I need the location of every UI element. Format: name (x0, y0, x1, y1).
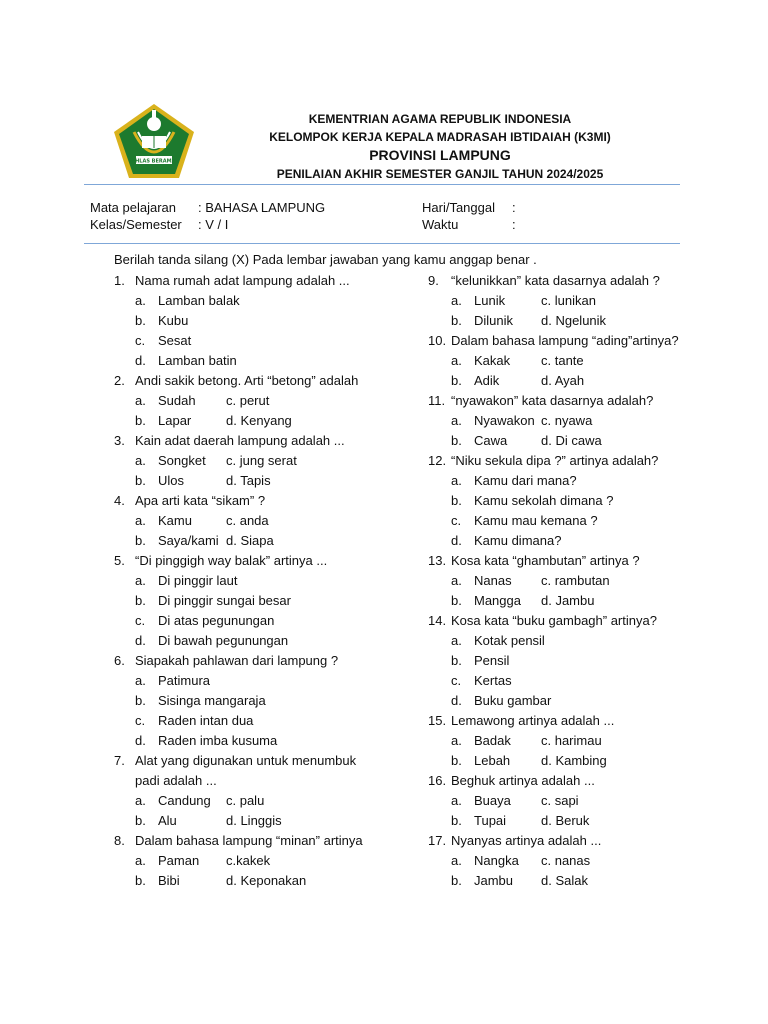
option-text: c. jung serat (226, 453, 297, 468)
option-text: d. Ayah (541, 373, 585, 388)
option-text: Jambu (474, 873, 514, 888)
question-number: 2. (114, 373, 125, 388)
option-text: Kamu dari mana? (474, 473, 577, 488)
option-letter: b. (451, 753, 462, 768)
option-letter: b. (135, 533, 146, 548)
option-text: Kamu mau kemana ? (474, 513, 598, 528)
option-text: Saya/kami (158, 533, 219, 548)
option-text: Raden intan dua (158, 713, 254, 728)
option-text: Buku gambar (474, 693, 552, 708)
option-letter: a. (451, 793, 462, 808)
option-text: Kamu sekolah dimana ? (474, 493, 614, 508)
question-number: 17. (428, 833, 447, 848)
option-text: Adik (474, 373, 500, 388)
option-text: Tupai (474, 813, 507, 828)
subject-label: Mata pelajaran (90, 200, 176, 215)
option-text: Ulos (158, 473, 185, 488)
option-letter: b. (135, 413, 146, 428)
option-letter: a. (135, 393, 146, 408)
option-letter: c. (135, 713, 146, 728)
option-text: d. Ngelunik (541, 313, 607, 328)
option-text: c. tante (541, 353, 584, 368)
header-exam: PENILAIAN AKHIR SEMESTER GANJIL TAHUN 2024/2025 (276, 167, 604, 181)
option-text: Kubu (158, 313, 189, 328)
option-letter: a. (135, 673, 146, 688)
instruction-text: Berilah tanda silang (X) Pada lembar jawaban yang kamu anggap benar . (114, 252, 537, 267)
option-text: Kotak pensil (474, 633, 545, 648)
option-letter: c. (451, 673, 462, 688)
option-letter: a. (451, 853, 462, 868)
question-text: Dalam bahasa lampung “ading”artinya? (451, 333, 679, 348)
option-text: Bibi (158, 873, 180, 888)
option-text: d. Kambing (541, 753, 607, 768)
question-text: “Di pinggigh way balak” artinya ... (135, 553, 328, 568)
option-text: Paman (158, 853, 200, 868)
option-letter: d. (451, 533, 462, 548)
question-text: Beghuk artinya adalah ... (451, 773, 595, 788)
option-text: Lamban balak (158, 293, 240, 308)
option-text: Nangka (474, 853, 519, 868)
option-text: Di atas pegunungan (158, 613, 275, 628)
option-text: Di pinggir sungai besar (158, 593, 291, 608)
option-letter: b. (135, 873, 146, 888)
option-letter: a. (135, 573, 146, 588)
option-letter: b. (451, 433, 462, 448)
option-letter: b. (135, 473, 146, 488)
option-text: Mangga (474, 593, 521, 608)
question-text-continued: padi adalah ... (135, 773, 217, 788)
option-text: Lunik (474, 293, 506, 308)
option-text: Lapar (158, 413, 192, 428)
question-number: 11. (428, 393, 446, 408)
question-number: 6. (114, 653, 125, 668)
option-text: d. Tapis (226, 473, 271, 488)
header-group: KELOMPOK KERJA KEPALA MADRASAH IBTIDAIAH (K3MI) (269, 130, 611, 144)
question-text: Kain adat daerah lampung adalah ... (135, 433, 345, 448)
option-text: Pensil (474, 653, 510, 668)
option-letter: a. (135, 793, 146, 808)
option-text: Nanas (474, 573, 512, 588)
option-text: Songket (158, 453, 206, 468)
question-number: 7. (114, 753, 125, 768)
option-text: d. Keponakan (226, 873, 307, 888)
option-text: d. Jambu (541, 593, 595, 608)
option-letter: a. (451, 633, 462, 648)
option-text: d. Beruk (541, 813, 590, 828)
option-letter: a. (451, 293, 462, 308)
option-text: Badak (474, 733, 511, 748)
question-number: 13. (428, 553, 447, 568)
svg-text:IKHLAS BERAMAL: IKHLAS BERAMAL (129, 158, 179, 165)
option-letter: d. (135, 633, 146, 648)
day-value: : (512, 200, 516, 215)
option-letter: a. (135, 293, 146, 308)
option-text: Lamban batin (158, 353, 237, 368)
option-text: c. palu (226, 793, 265, 808)
question-text: “nyawakon” kata dasarnya adalah? (451, 393, 654, 408)
option-text: Patimura (158, 673, 211, 688)
option-text: d. Kenyang (226, 413, 292, 428)
info-divider (84, 243, 680, 244)
option-letter: b. (135, 813, 146, 828)
option-text: Kakak (474, 353, 511, 368)
option-letter: b. (451, 493, 462, 508)
option-text: c. lunikan (541, 293, 596, 308)
question-number: 5. (114, 553, 125, 568)
option-letter: b. (451, 653, 462, 668)
option-text: Cawa (474, 433, 508, 448)
header-province: PROVINSI LAMPUNG (369, 147, 511, 163)
question-text: “kelunikkan” kata dasarnya adalah ? (451, 273, 660, 288)
question-number: 4. (114, 493, 125, 508)
question-text: Kosa kata “ghambutan” artinya ? (451, 553, 640, 568)
option-text: Candung (158, 793, 211, 808)
option-text: c. perut (226, 393, 270, 408)
option-letter: b. (135, 313, 146, 328)
option-letter: b. (451, 313, 462, 328)
question-text: Lemawong artinya adalah ... (451, 713, 615, 728)
option-text: Buaya (474, 793, 511, 808)
option-text: Sudah (158, 393, 196, 408)
option-text: c. sapi (541, 793, 579, 808)
option-letter: b. (135, 593, 146, 608)
header-ministry: KEMENTRIAN AGAMA REPUBLIK INDONESIA (308, 112, 572, 126)
option-letter: a. (451, 353, 462, 368)
option-letter: a. (135, 513, 146, 528)
question-text: Andi sakik betong. Arti “betong” adalah (135, 373, 359, 388)
class-value: : V / I (198, 217, 229, 232)
option-text: c. nanas (541, 853, 591, 868)
option-letter: d. (135, 733, 146, 748)
question-text: “Niku sekula dipa ?” artinya adalah? (451, 453, 659, 468)
option-text: d. Linggis (226, 813, 282, 828)
option-letter: b. (451, 873, 462, 888)
question-number: 3. (114, 433, 125, 448)
question-text: Nyanyas artinya adalah ... (451, 833, 602, 848)
question-number: 12. (428, 453, 447, 468)
option-text: c. anda (226, 513, 269, 528)
question-text: Kosa kata “buku gambagh” artinya? (451, 613, 657, 628)
option-text: Sisinga mangaraja (158, 693, 266, 708)
question-text: Nama rumah adat lampung adalah ... (135, 273, 350, 288)
option-text: c. rambutan (541, 573, 610, 588)
logo-emblem (112, 102, 196, 180)
option-text: Sesat (158, 333, 192, 348)
option-text: Nyawakon (474, 413, 535, 428)
option-letter: d. (135, 353, 146, 368)
option-text: Alu (158, 813, 177, 828)
question-text: Siapakah pahlawan dari lampung ? (135, 653, 339, 668)
option-text: d. Di cawa (541, 433, 602, 448)
question-text: Apa arti kata “sikam” ? (135, 493, 266, 508)
question-number: 9. (428, 273, 439, 288)
question-number: 14. (428, 613, 447, 628)
option-text: c.kakek (226, 853, 271, 868)
option-letter: b. (135, 693, 146, 708)
question-number: 1. (114, 273, 125, 288)
header-divider (84, 184, 680, 185)
question-number: 8. (114, 833, 125, 848)
option-letter: a. (451, 413, 462, 428)
option-text: Lebah (474, 753, 511, 768)
subject-value: : BAHASA LAMPUNG (198, 200, 326, 215)
class-label: Kelas/Semester (90, 217, 182, 232)
option-text: c. nyawa (541, 413, 593, 428)
option-text: Kertas (474, 673, 512, 688)
question-number: 10. (428, 333, 447, 348)
option-letter: a. (451, 733, 462, 748)
option-text: Kamu (158, 513, 192, 528)
option-letter: d. (451, 693, 462, 708)
option-text: Dilunik (474, 313, 514, 328)
option-text: Kamu dimana? (474, 533, 562, 548)
option-letter: b. (451, 813, 462, 828)
option-text: Di pinggir laut (158, 573, 238, 588)
option-letter: c. (135, 333, 146, 348)
option-text: d. Siapa (226, 533, 274, 548)
day-label: Hari/Tanggal (422, 200, 495, 215)
question-text: Alat yang digunakan untuk menumbuk (135, 753, 357, 768)
option-letter: b. (451, 373, 462, 388)
question-text: Dalam bahasa lampung “minan” artinya (135, 833, 363, 848)
option-letter: b. (451, 593, 462, 608)
option-letter: a. (135, 453, 146, 468)
option-letter: a. (451, 573, 462, 588)
option-letter: a. (135, 853, 146, 868)
option-text: Di bawah pegunungan (158, 633, 289, 648)
option-letter: a. (451, 473, 462, 488)
question-number: 16. (428, 773, 447, 788)
time-label: Waktu (422, 217, 459, 232)
option-letter: c. (135, 613, 146, 628)
time-value: : (512, 217, 516, 232)
option-text: d. Salak (541, 873, 588, 888)
question-number: 15. (428, 713, 447, 728)
option-text: Raden imba kusuma (158, 733, 278, 748)
option-text: c. harimau (541, 733, 602, 748)
ministry-logo (112, 102, 196, 180)
option-letter: c. (451, 513, 462, 528)
